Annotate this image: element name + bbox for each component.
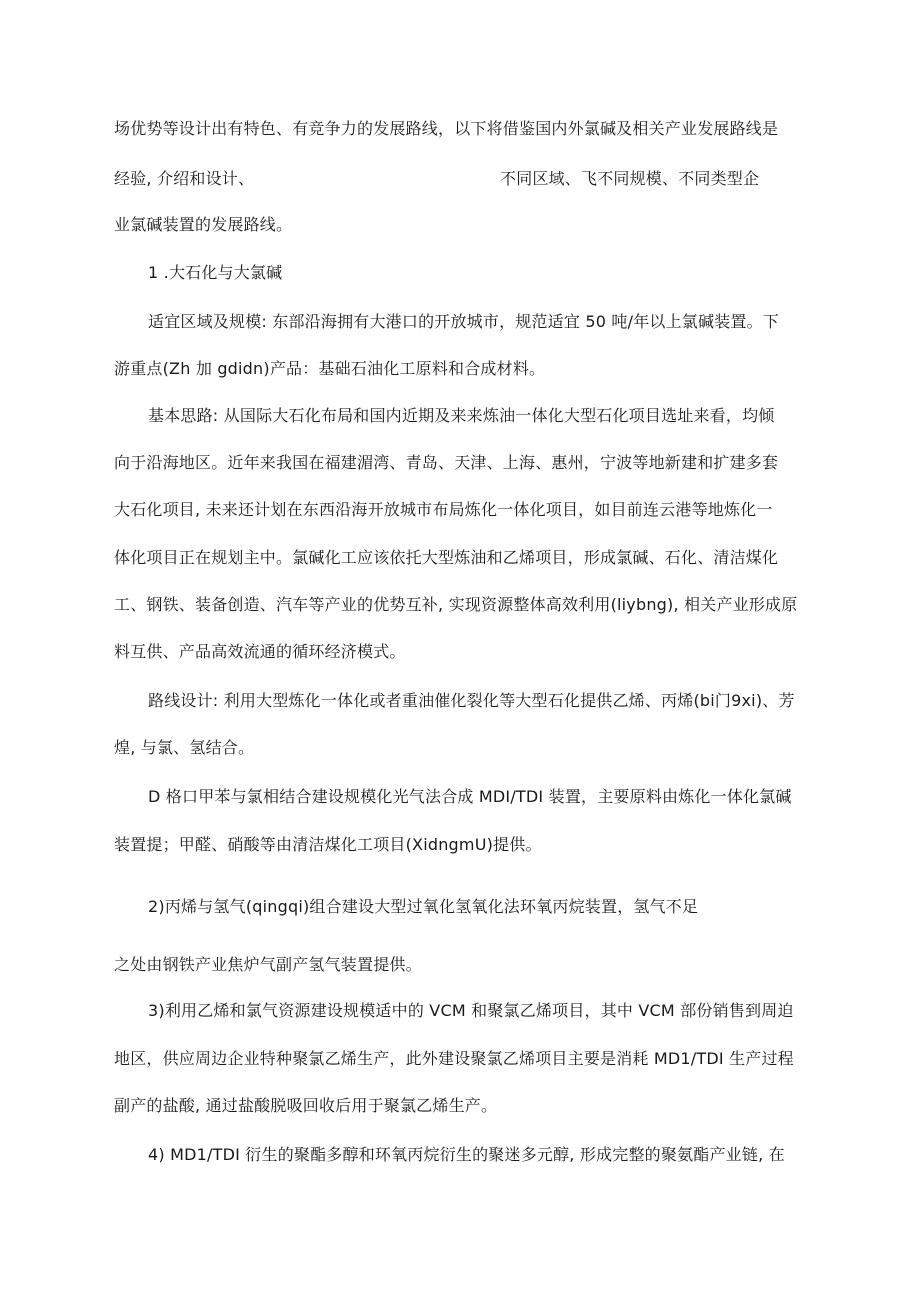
paragraph-3-line-4: 体化项目正在规划主中。氯碱化工应该依托大型炼油和乙烯项目，形成氯碱、石化、清洁煤化 xyxy=(114,548,779,567)
paragraph-1-line-2 xyxy=(114,168,814,190)
paragraph-2-line-1: 适宜区域及规模: 东部沿海拥有大港口的开放城市，规范适宜 50 吨/年以上氯碱装置。下 xyxy=(148,312,779,331)
paragraph-8-line-1: 4) MD1/TDI 衍生的聚酯多醇和环氧丙烷衍生的聚迷多元醇, 形成完整的聚氨酯产业链, 在 xyxy=(148,1145,785,1164)
paragraph-1-line-2-start: 经验, 介绍和设计、 xyxy=(114,169,255,188)
paragraph-6-line-2: 之处由钢铁产业焦炉气副产氢气装置提供。 xyxy=(114,955,422,974)
paragraph-7-line-2: 地区，供应周边企业特种聚氯乙烯生产，此外建设聚氯乙烯项目主要是消耗 MD1/TDI 生产过程 xyxy=(114,1049,794,1068)
paragraph-5-line-1: D 格口甲苯与氯相结合建设规模化光气法合成 MDI/TDI 装置，主要原料由炼化一体化氯碱 xyxy=(148,787,792,806)
paragraph-4-line-1: 路线设计: 利用大型炼化一体化或者重油催化裂化等大型石化提供乙烯、丙烯(bi门9xi)、芳 xyxy=(148,691,795,710)
paragraph-3-line-5: 工、钢铁、装备创造、汽车等产业的优势互补, 实现资源整体高效利用(liybng), 相关产业形成原 xyxy=(114,595,798,614)
paragraph-4-line-2: 煌, 与氯、氢结合。 xyxy=(114,738,255,757)
paragraph-6-line-1: 2)丙烯与氢气(qingqi)组合建设大型过氧化氢氧化法环氧丙烷装置，氢气不足 xyxy=(148,897,699,916)
paragraph-1-line-3: 业氯碱装置的发展路线。 xyxy=(114,215,293,234)
paragraph-1-line-2-end: 不同区域、飞不同规模、不同类型企 xyxy=(500,169,760,188)
paragraph-3-line-6: 料互供、产品高效流通的循环经济模式。 xyxy=(114,642,406,661)
paragraph-7-line-1: 3)利用乙烯和氯气资源建设规模适中的 VCM 和聚氯乙烯项目，其中 VCM 部份销售到周迫 xyxy=(148,1001,794,1020)
paragraph-5-line-2: 装置提；甲醛、硝酸等由清洁煤化工项目(XidngmU)提供。 xyxy=(114,835,542,854)
paragraph-7-line-3: 副产的盐酸, 通过盐酸脱吸回收后用于聚氯乙烯生产。 xyxy=(114,1096,498,1115)
section-heading: 1 .大石化与大氯碱 xyxy=(148,263,283,282)
paragraph-2-line-2: 游重点(Zh 加 gdidn)产品：基础石油化工原料和合成材料。 xyxy=(114,359,546,378)
paragraph-3-line-2: 向于沿海地区。近年来我国在福建湄湾、青岛、天津、上海、惠州，宁波等地新建和扩建多套 xyxy=(114,453,779,472)
paragraph-3-line-3: 大石化项目, 未来还计划在东西沿海开放城市布局炼化一体化项目，如目前连云港等地炼化一 xyxy=(114,500,773,519)
paragraph-3-line-1: 基本思路: 从国际大石化布局和国内近期及来来炼油一体化大型石化项目选址来看，均倾 xyxy=(148,406,775,425)
paragraph-1-line-1: 场优势等设计出有特色、有竞争力的发展路线，以下将借鉴国内外氯碱及相关产业发展路线是 xyxy=(114,119,779,138)
